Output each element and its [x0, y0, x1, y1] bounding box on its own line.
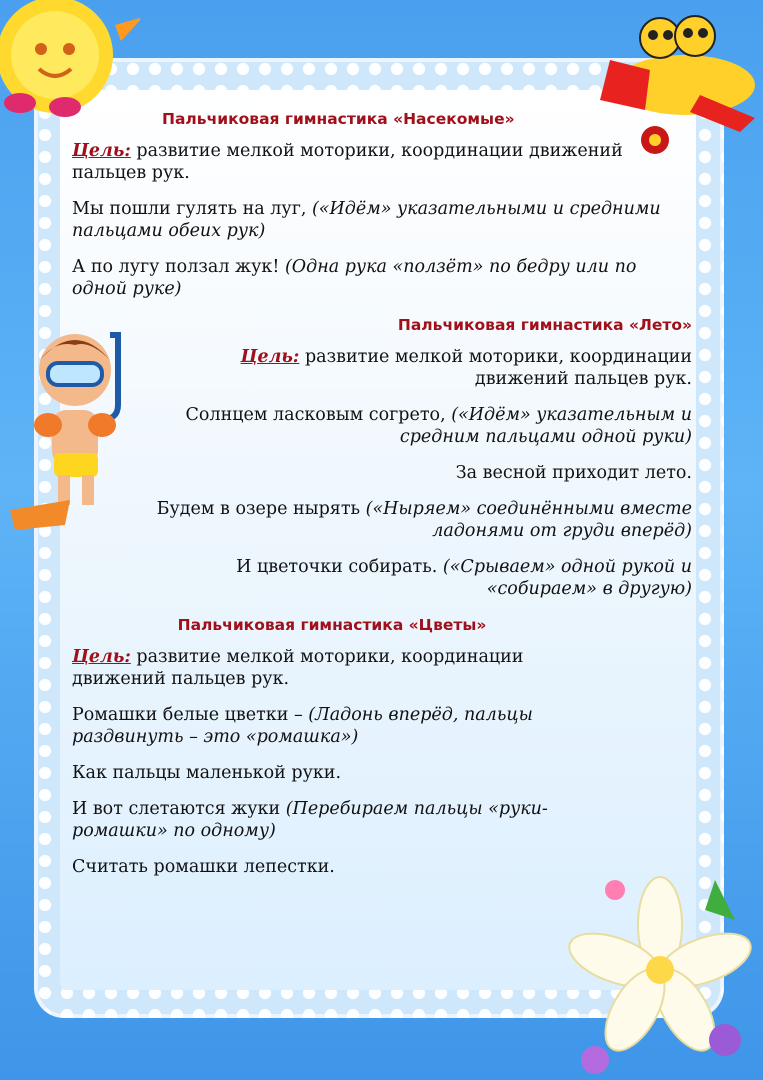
verse-note: («Ныряем» соединёнными вместе ладонями от груди вперёд)	[365, 499, 692, 541]
verse-line	[132, 462, 692, 484]
lily-flower-illustration	[565, 860, 763, 1080]
verse-note: («Срываем» одной рукой и «собираем» в другую)	[442, 557, 692, 599]
verse-line	[132, 404, 692, 448]
verse-text: Мы пошли гулять на луг,	[72, 199, 312, 219]
verse-text: Будем в озере нырять	[156, 499, 366, 519]
verse-line	[72, 856, 592, 878]
verse-note: (Перебираем пальцы «руки-ромашки» по одному)	[72, 799, 548, 841]
verse-text: Считать ромашки лепестки.	[72, 857, 335, 877]
verse-line	[72, 198, 692, 242]
verse-line	[132, 556, 692, 600]
verse-note: («Идём» указательным и средним пальцами одной руки)	[399, 405, 692, 447]
verse-text: А по лугу ползал жук!	[72, 257, 285, 277]
verse-note: (Одна рука «ползёт» по бедру или по одной руке)	[72, 257, 637, 299]
section-flowers	[72, 614, 692, 878]
goal-text: развитие мелкой моторики, координации движений пальцев рук.	[72, 647, 524, 689]
verse-note: (Ладонь вперёд, пальцы раздвинуть – это «ромашка»)	[72, 705, 533, 747]
verse-text: Солнцем ласковым согрето,	[185, 405, 452, 425]
section-title: Пальчиковая гимнастика «Насекомые»	[162, 110, 515, 128]
section-insects	[72, 108, 692, 300]
document-content	[72, 108, 692, 892]
goal-label: Цель:	[240, 347, 300, 367]
verse-note: («Идём» указательными и средними пальцами обеих рук)	[72, 199, 661, 241]
verse-text: Ромашки белые цветки –	[72, 705, 309, 725]
section-title: Пальчиковая гимнастика «Цветы»	[177, 616, 487, 634]
goal-paragraph	[72, 646, 592, 690]
goal-paragraph	[72, 140, 692, 184]
goal-label: Цель:	[72, 141, 131, 161]
verse-line	[72, 256, 692, 300]
verse-line	[72, 704, 592, 748]
verse-text: За весной приходит лето.	[455, 463, 692, 483]
verse-text: И вот слетаются жуки	[72, 799, 286, 819]
goal-label: Цель:	[72, 647, 131, 667]
goal-text: развитие мелкой моторики, координации движений пальцев рук.	[299, 347, 692, 389]
verse-line	[72, 798, 592, 842]
verse-text: Как пальцы маленькой руки.	[72, 763, 342, 783]
goal-paragraph	[132, 346, 692, 390]
verse-text: И цветочки собирать.	[236, 557, 443, 577]
verse-line	[72, 762, 592, 784]
verse-line	[132, 498, 692, 542]
goal-text: развитие мелкой моторики, координации движений пальцев рук.	[72, 141, 623, 183]
section-summer	[72, 314, 692, 600]
section-title: Пальчиковая гимнастика «Лето»	[397, 316, 692, 334]
